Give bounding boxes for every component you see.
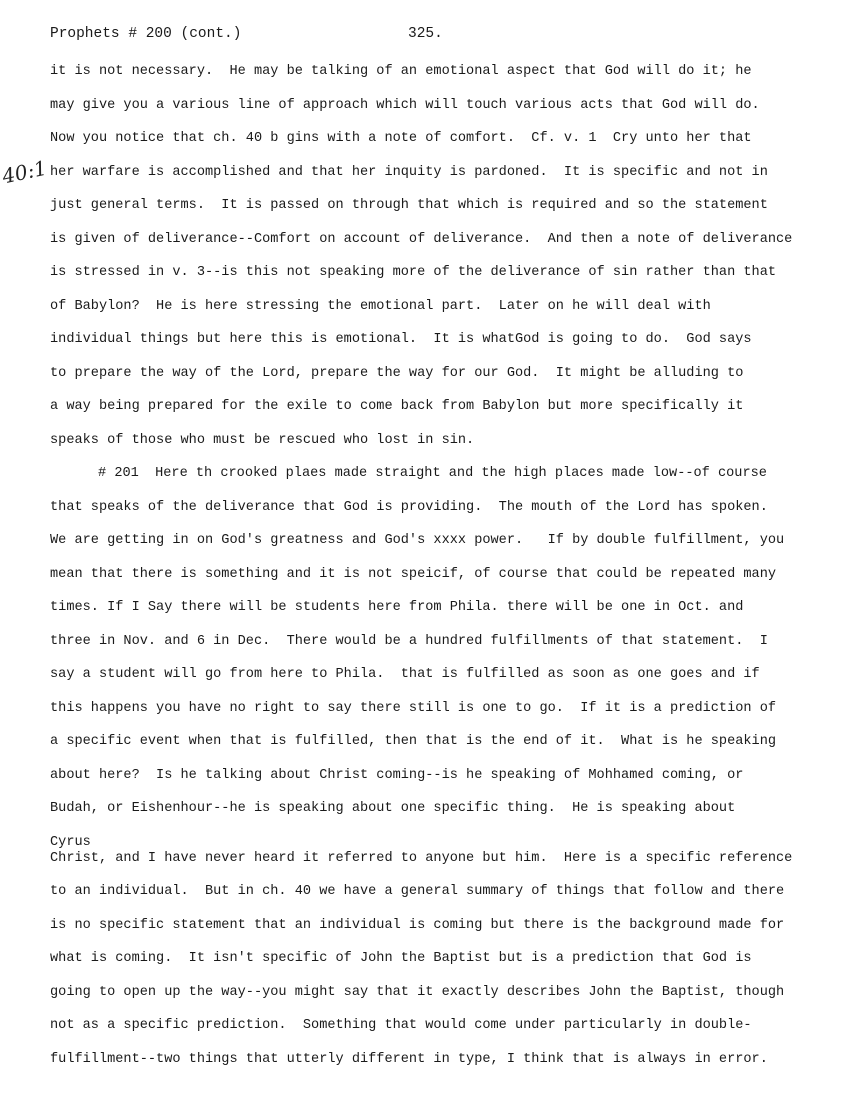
text-line: three in Nov. and 6 in Dec. There would be a hundred fulfillments of that statement. I xyxy=(50,633,768,649)
handwritten-margin-note: 40:1 xyxy=(0,155,49,189)
text-line: is given of deliverance--Comfort on account of deliverance. And then a note of deliverance xyxy=(50,231,793,247)
text-line: speaks of those who must be rescued who lost in sin. xyxy=(50,432,475,448)
text-line: may give you a various line of approach which will touch various acts that God will do. xyxy=(50,97,760,113)
text-line: that speaks of the deliverance that God is providing. The mouth of the Lord has spoken. xyxy=(50,499,768,515)
text-line: Budah, or Eishenhour--he is speaking about one specific thing. He is speaking about xyxy=(50,801,736,816)
paragraph-start-line: # 201 Here th crooked plaes made straight and the high places made low--of course xyxy=(98,466,767,481)
page-body xyxy=(50,62,820,1083)
text-line: a way being prepared for the exile to come back from Babylon but more specifically it xyxy=(50,399,744,414)
text-line: is stressed in v. 3--is this not speaking more of the deliverance of sin rather than that xyxy=(50,265,777,280)
text-line: to an individual. But in ch. 40 we have a general summary of things that follow and there xyxy=(50,884,785,899)
text-line: her warfare is accomplished and that her inquity is pardoned. It is specific and not in xyxy=(50,164,768,180)
page-header xyxy=(50,26,810,48)
page-number: 325. xyxy=(408,26,443,42)
text-line: Christ, and I have never heard it referred to anyone but him. Here is a specific reference xyxy=(50,850,793,866)
text-line: this happens you have no right to say there still is one to go. If it is a prediction of xyxy=(50,700,777,716)
text-line: just general terms. It is passed on through that which is required and so the statement xyxy=(50,198,768,213)
text-line: We are getting in on God's greatness and God's xxxx power. If by double fulfillment, you xyxy=(50,533,785,548)
text-line: of Babylon? He is here stressing the emotional part. Later on he will deal with xyxy=(50,298,711,314)
text-line: about here? Is he talking about Christ coming--is he speaking of Mohhamed coming, or xyxy=(50,767,744,783)
header-title: Prophets # 200 (cont.) xyxy=(50,26,242,42)
text-line: fulfillment--two things that utterly different in type, I think that is always in error. xyxy=(50,1051,768,1067)
text-line: is no specific statement that an individual is coming but there is the background made for xyxy=(50,917,785,933)
text-line: what is coming. It isn't specific of John the Baptist but is a prediction that God is xyxy=(50,951,752,966)
text-line: not as a specific prediction. Something that would come under particularly in double- xyxy=(50,1018,752,1033)
text-line: individual things but here this is emotional. It is whatGod is going to do. God says xyxy=(50,332,752,347)
typed-correction: Cyrus xyxy=(50,834,91,850)
text-line: to prepare the way of the Lord, prepare the way for our God. It might be alluding to xyxy=(50,365,744,381)
text-line: it is not necessary. He may be talking of an emotional aspect that God will do it; he xyxy=(50,64,752,79)
text-line: a specific event when that is fulfilled, then that is the end of it. What is he speaking xyxy=(50,734,777,749)
text-line: Now you notice that ch. 40 b gins with a note of comfort. Cf. v. 1 Cry unto her that xyxy=(50,131,752,146)
text-line: times. If I Say there will be students here from Phila. there will be one in Oct. and xyxy=(50,600,744,615)
text-line: say a student will go from here to Phila. that is fulfilled as soon as one goes and if xyxy=(50,667,760,682)
text-line: going to open up the way--you might say that it exactly describes John the Baptist, though xyxy=(50,984,785,1000)
text-line: mean that there is something and it is not speicif, of course that could be repeated many xyxy=(50,566,777,582)
